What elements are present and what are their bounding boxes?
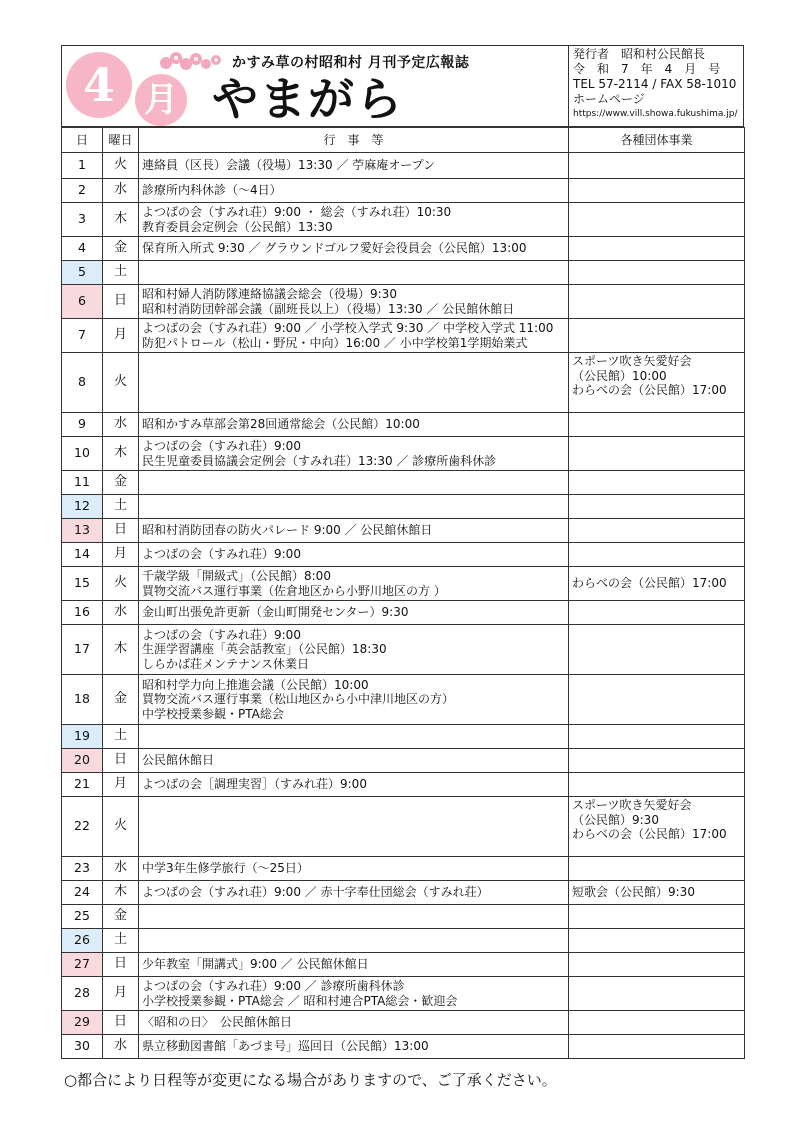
day-cell: 22	[62, 797, 103, 857]
groups-cell	[569, 543, 745, 567]
groups-cell	[569, 413, 745, 437]
table-row	[62, 353, 745, 413]
events-cell	[139, 285, 569, 319]
event-line: 防犯パトロール（松山・野尻・中向）16:00 ／ 小中学校第1学期始業式	[142, 335, 528, 350]
weekday-cell: 火	[103, 797, 139, 857]
groups-cell	[569, 261, 745, 285]
event-line: 昭和かすみ草部会第28回通常総会（公民館）10:00	[142, 417, 420, 432]
table-row	[62, 203, 745, 237]
groups-cell	[569, 237, 745, 261]
event-line: 教育委員会定例会（公民館）13:30	[142, 219, 333, 234]
day-cell: 12	[62, 495, 103, 519]
weekday-cell: 火	[103, 353, 139, 413]
events-cell	[139, 237, 569, 261]
event-line: 中学校授業参観・PTA総会	[142, 706, 284, 721]
event-line: よつばの会（すみれ荘）9:00 ／ 診療所歯科休診	[142, 979, 405, 993]
table-row	[62, 153, 745, 179]
groups-cell	[569, 675, 745, 725]
groups-cell	[569, 953, 745, 977]
groups-cell	[569, 929, 745, 953]
weekday-cell: 水	[103, 1035, 139, 1059]
day-cell: 3	[62, 203, 103, 237]
table-row	[62, 749, 745, 773]
events-cell	[139, 413, 569, 437]
events-cell	[139, 543, 569, 567]
events-cell	[139, 1011, 569, 1035]
weekday-cell: 日	[103, 953, 139, 977]
schedule-rows	[62, 153, 745, 1059]
event-line: 昭和村消防団春の防火パレード 9:00 ／ 公民館休館日	[142, 523, 433, 538]
table-row	[62, 625, 745, 675]
day-cell: 8	[62, 353, 103, 413]
table-row	[62, 285, 745, 319]
day-cell: 13	[62, 519, 103, 543]
schedule-table	[61, 127, 745, 1059]
events-cell	[139, 495, 569, 519]
events-cell	[139, 519, 569, 543]
events-cell	[139, 725, 569, 749]
groups-cell	[569, 773, 745, 797]
weekday-cell: 日	[103, 749, 139, 773]
weekday-cell: 木	[103, 203, 139, 237]
homepage-label: ホームページ	[573, 92, 645, 106]
day-cell: 26	[62, 929, 103, 953]
day-cell: 11	[62, 471, 103, 495]
event-line: よつばの会（すみれ荘）9:00 ／ 赤十字奉仕団総会（すみれ荘）	[142, 885, 489, 900]
table-row	[62, 543, 745, 567]
events-cell	[139, 929, 569, 953]
weekday-cell: 月	[103, 319, 139, 353]
homepage-url[interactable]: https://www.vill.showa.fukushima.jp/	[573, 109, 738, 119]
weekday-cell: 火	[103, 567, 139, 601]
day-column-header: 日	[62, 128, 103, 153]
day-cell: 23	[62, 857, 103, 881]
publisher-line: 発行者 昭和村公民館長	[573, 47, 706, 61]
weekday-cell: 木	[103, 625, 139, 675]
group-event-line: スポーツ吹き矢愛好会	[572, 354, 692, 368]
event-line: 〈昭和の日〉 公民館休館日	[142, 1015, 293, 1030]
day-cell: 6	[62, 285, 103, 319]
event-line: しらかば荘メンテナンス休業日	[142, 656, 310, 671]
issue-line: 令 和 7 年 4 月 号	[573, 62, 721, 76]
group-event-line: わらべの会（公民館）17:00	[572, 576, 727, 591]
events-cell	[139, 319, 569, 353]
weekday-cell: 月	[103, 543, 139, 567]
table-row	[62, 797, 745, 857]
table-header-row	[62, 128, 745, 153]
table-row	[62, 773, 745, 797]
table-row	[62, 261, 745, 285]
group-event-line: （公民館）9:30	[572, 812, 659, 827]
day-cell: 5	[62, 261, 103, 285]
event-line: 公民館休館日	[142, 753, 215, 768]
table-row	[62, 857, 745, 881]
weekday-cell: 土	[103, 929, 139, 953]
events-cell	[139, 471, 569, 495]
groups-cell	[569, 625, 745, 675]
groups-cell	[569, 1011, 745, 1035]
event-line: 民生児童委員協議会定例会（すみれ荘）13:30 ／ 診療所歯科休診	[142, 453, 497, 468]
events-cell	[139, 749, 569, 773]
event-line: 生涯学習講座「英会話教室」（公民館）18:30	[142, 642, 387, 657]
event-line: 買物交流バス運行事業（松山地区から小中津川地区の方）	[142, 692, 455, 707]
table-row	[62, 471, 745, 495]
month-number-badge: 4	[66, 52, 132, 118]
month-kanji-text: 月	[144, 80, 178, 120]
events-cell	[139, 601, 569, 625]
day-cell: 14	[62, 543, 103, 567]
day-cell: 29	[62, 1011, 103, 1035]
table-row	[62, 495, 745, 519]
weekday-cell: 日	[103, 519, 139, 543]
group-event-line: わらべの会（公民館）17:00	[572, 383, 727, 397]
groups-cell	[569, 179, 745, 203]
groups-cell	[569, 601, 745, 625]
groups-cell	[569, 905, 745, 929]
weekday-cell: 土	[103, 725, 139, 749]
day-cell: 28	[62, 977, 103, 1011]
weekday-cell: 木	[103, 437, 139, 471]
day-cell: 27	[62, 953, 103, 977]
event-line: よつばの会（すみれ荘）9:00	[142, 627, 301, 642]
weekday-cell: 金	[103, 471, 139, 495]
event-line: 千歳学級「開級式」（公民館）8:00	[142, 569, 331, 583]
event-line: 昭和村学力向上推進会議（公民館）10:00	[142, 677, 369, 692]
weekday-cell: 日	[103, 285, 139, 319]
events-cell	[139, 857, 569, 881]
table-row	[62, 179, 745, 203]
groups-cell	[569, 437, 745, 471]
groups-cell	[569, 749, 745, 773]
groups-cell	[569, 203, 745, 237]
events-cell	[139, 1035, 569, 1059]
weekday-cell: 月	[103, 773, 139, 797]
groups-cell	[569, 797, 745, 857]
event-line: よつばの会［調理実習］（すみれ荘）9:00	[142, 777, 367, 792]
event-line: 連絡員（区長）会議（役場）13:30 ／ 苧麻庵オープン	[142, 158, 436, 173]
groups-column-header: 各種団体事業	[569, 128, 745, 153]
groups-cell	[569, 1035, 745, 1059]
footer-note: ○都合により日程等が変更になる場合がありますので、ご了承ください。	[64, 1071, 557, 1089]
events-cell	[139, 203, 569, 237]
event-line: よつばの会（すみれ荘）9:00 ／ 小学校入学式 9:30 ／ 中学校入学式 11:00	[142, 321, 554, 335]
weekday-cell: 水	[103, 179, 139, 203]
groups-cell	[569, 353, 745, 413]
day-cell: 17	[62, 625, 103, 675]
masthead-title-area	[62, 46, 567, 126]
table-row	[62, 953, 745, 977]
weekday-cell: 日	[103, 1011, 139, 1035]
event-line: 県立移動図書館「あづま号」巡回日（公民館）13:00	[142, 1039, 429, 1054]
weekday-cell: 水	[103, 857, 139, 881]
events-cell	[139, 353, 569, 413]
masthead	[61, 45, 744, 127]
contact-line: TEL 57-2114 / FAX 58-1010	[573, 77, 737, 91]
table-row	[62, 675, 745, 725]
day-cell: 4	[62, 237, 103, 261]
weekday-cell: 金	[103, 905, 139, 929]
day-cell: 15	[62, 567, 103, 601]
table-row	[62, 567, 745, 601]
table-row	[62, 725, 745, 749]
table-row	[62, 1011, 745, 1035]
table-row	[62, 601, 745, 625]
group-event-line: わらべの会（公民館）17:00	[572, 827, 727, 841]
groups-cell	[569, 495, 745, 519]
event-line: よつばの会（すみれ荘）9:00 ・ 総会（すみれ荘）10:30	[142, 205, 452, 219]
weekday-cell: 土	[103, 261, 139, 285]
day-cell: 18	[62, 675, 103, 725]
table-row	[62, 237, 745, 261]
events-cell	[139, 567, 569, 601]
events-cell	[139, 953, 569, 977]
events-cell	[139, 179, 569, 203]
groups-cell	[569, 567, 745, 601]
table-row	[62, 319, 745, 353]
event-line: 昭和村消防団幹部会議（副班長以上）（役場）13:30 ／ 公民館休館日	[142, 301, 515, 316]
events-cell	[139, 261, 569, 285]
groups-cell	[569, 857, 745, 881]
event-line: 昭和村婦人消防隊連絡協議会総会（役場）9:30	[142, 287, 397, 301]
weekday-column-header: 曜日	[103, 128, 139, 153]
groups-cell	[569, 519, 745, 543]
groups-cell	[569, 319, 745, 353]
events-cell	[139, 437, 569, 471]
group-event-line: スポーツ吹き矢愛好会	[572, 798, 692, 812]
day-cell: 30	[62, 1035, 103, 1059]
weekday-cell: 土	[103, 495, 139, 519]
groups-cell	[569, 153, 745, 179]
event-line: 診療所内科休診（～4日）	[142, 183, 282, 198]
event-line: 保育所入所式 9:30 ／ グラウンドゴルフ愛好会役員会（公民館）13:00	[142, 241, 527, 256]
weekday-cell: 金	[103, 675, 139, 725]
events-cell	[139, 905, 569, 929]
event-line: 小学校授業参観・PTA総会 ／ 昭和村連合PTA総会・歓迎会	[142, 993, 458, 1008]
group-event-line: 短歌会（公民館）9:30	[572, 885, 695, 900]
day-cell: 9	[62, 413, 103, 437]
event-line: 中学3年生修学旅行（～25日）	[142, 861, 309, 876]
day-cell: 7	[62, 319, 103, 353]
weekday-cell: 水	[103, 601, 139, 625]
event-line: よつばの会（すみれ荘）9:00	[142, 439, 301, 453]
day-cell: 19	[62, 725, 103, 749]
events-cell	[139, 977, 569, 1011]
weekday-cell: 火	[103, 153, 139, 179]
events-cell	[139, 153, 569, 179]
table-row	[62, 413, 745, 437]
groups-cell	[569, 725, 745, 749]
table-row	[62, 905, 745, 929]
table-row	[62, 1035, 745, 1059]
table-row	[62, 977, 745, 1011]
table-row	[62, 519, 745, 543]
events-cell	[139, 881, 569, 905]
table-row	[62, 929, 745, 953]
table-row	[62, 437, 745, 471]
groups-cell	[569, 285, 745, 319]
event-line: よつばの会（すみれ荘）9:00	[142, 547, 301, 562]
events-cell	[139, 797, 569, 857]
weekday-cell: 月	[103, 977, 139, 1011]
publisher-info	[568, 46, 744, 126]
events-cell	[139, 625, 569, 675]
event-line: 少年教室「開講式」9:00 ／ 公民館休館日	[142, 957, 369, 972]
events-cell	[139, 773, 569, 797]
day-cell: 10	[62, 437, 103, 471]
event-line: 金山町出張免許更新（金山町開発センター）9:30	[142, 605, 409, 620]
day-cell: 21	[62, 773, 103, 797]
event-line: 買物交流バス運行事業（佐倉地区から小野川地区の方 ）	[142, 583, 446, 598]
weekday-cell: 金	[103, 237, 139, 261]
table-row	[62, 881, 745, 905]
weekday-cell: 水	[103, 413, 139, 437]
day-cell: 25	[62, 905, 103, 929]
day-cell: 24	[62, 881, 103, 905]
day-cell: 16	[62, 601, 103, 625]
group-event-line: （公民館）10:00	[572, 368, 667, 383]
weekday-cell: 木	[103, 881, 139, 905]
day-cell: 2	[62, 179, 103, 203]
events-column-header: 行 事 等	[139, 128, 569, 153]
day-cell: 20	[62, 749, 103, 773]
masthead-tagline: かすみ草の村昭和村 月刊予定広報誌	[232, 55, 470, 71]
groups-cell	[569, 471, 745, 495]
newsletter-title: やまがら	[212, 72, 404, 126]
events-cell	[139, 675, 569, 725]
day-cell: 1	[62, 153, 103, 179]
groups-cell	[569, 977, 745, 1011]
groups-cell	[569, 881, 745, 905]
